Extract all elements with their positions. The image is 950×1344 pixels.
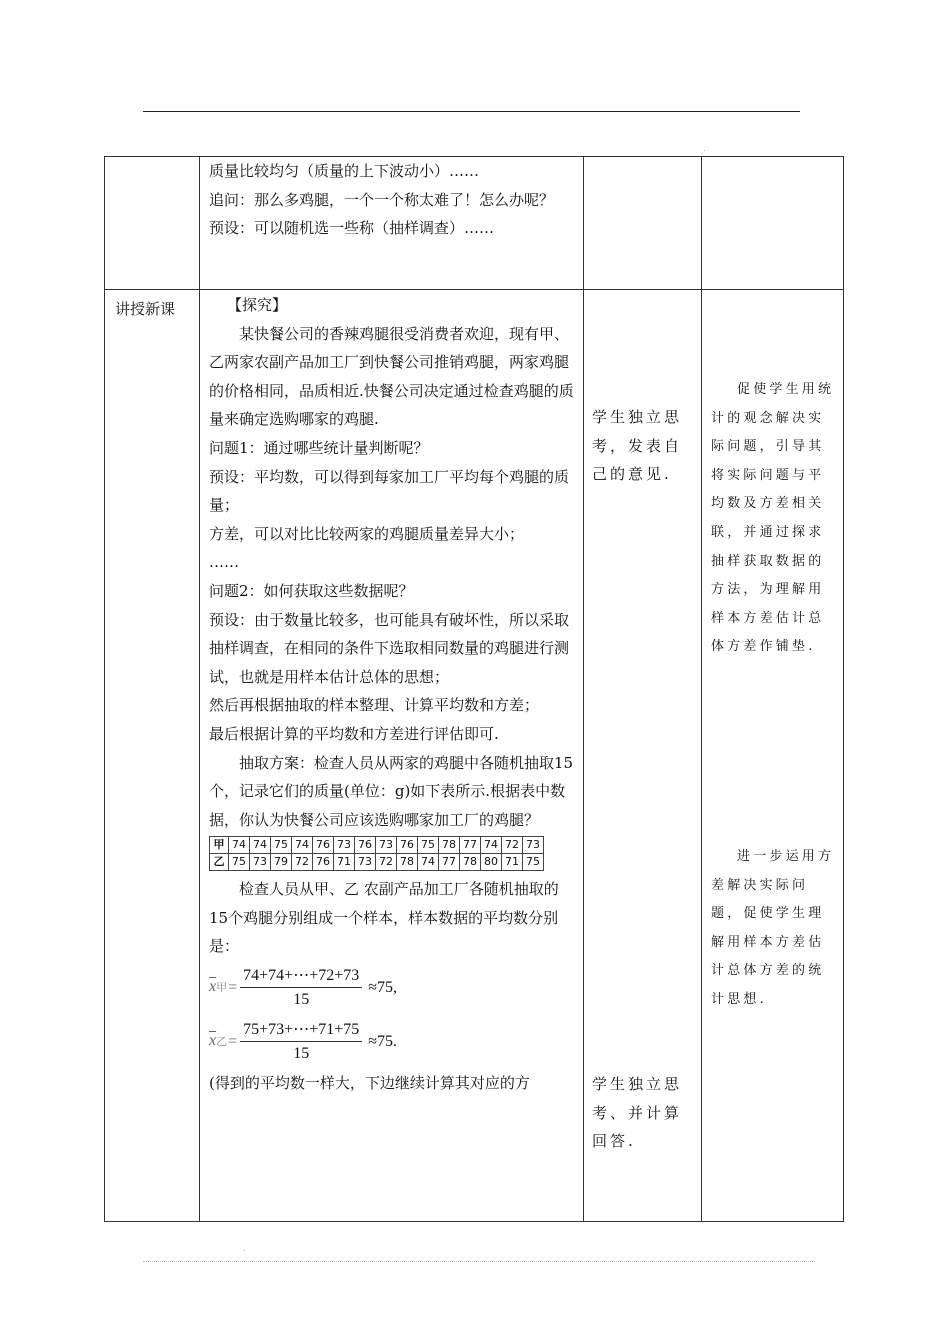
answer-1b: 方差，可以对比比较两家的鸡腿质量差异大小； — [209, 524, 525, 543]
header-dot: . — [703, 144, 706, 153]
table-row-continued — [105, 157, 844, 290]
data-cell: 73 — [355, 854, 376, 871]
stage-cell-empty — [105, 157, 200, 290]
design-intent-cell — [702, 290, 844, 1222]
data-cell: 78 — [460, 854, 481, 871]
text-line: 预设：可以随机选一些称（抽样调查）…… — [209, 219, 495, 238]
data-cell: 72 — [502, 837, 523, 854]
stage-cell — [105, 290, 200, 1222]
data-cell: 80 — [481, 854, 502, 871]
ellipsis: …… — [209, 553, 239, 572]
numerator: 74+74+⋯+72+73 — [240, 965, 362, 988]
fraction — [240, 1019, 362, 1066]
design-note-1: 促使学生用统计的观念解决实际问题，引导其将实际问题与平均数及方差相关联，并通过探求抽样获取数据的方法，为理解用样本方差估计总体方差作铺垫. — [711, 382, 835, 655]
student-note-1: 学生独立思考，发表自己的意见. — [592, 408, 683, 484]
data-cell: 77 — [439, 854, 460, 871]
student-activity-cell — [584, 290, 702, 1222]
section-heading: 【探究】 — [227, 296, 288, 314]
data-cell: 73 — [334, 837, 355, 854]
data-cell: 73 — [250, 854, 271, 871]
teacher-activity-cell — [200, 290, 584, 1222]
data-row-yi — [210, 854, 544, 871]
data-cell: 74 — [481, 837, 502, 854]
footer-rule — [143, 1261, 815, 1262]
result: ≈75, — [368, 978, 398, 996]
intro-paragraph: 某快餐公司的香辣鸡腿很受消费者欢迎，现有甲、乙两家农副产品加工厂到快餐公司推销鸡腿，两家鸡腿的价格相同，品质相近.快餐公司决定通过检查鸡腿的质量来确定选购哪家的鸡腿. — [209, 324, 574, 429]
data-cell: 78 — [397, 854, 418, 871]
footer-dot: . — [243, 1244, 246, 1253]
question-2: 问题2：如何获取这些数据呢？ — [209, 581, 414, 600]
data-cell: 74 — [292, 837, 313, 854]
design-note-2: 进一步运用方差解决实际问题，促使学生理解用样本方差估计总体方差的统计思想. — [711, 849, 835, 1007]
lesson-plan-table — [104, 156, 844, 1222]
data-cell: 76 — [397, 837, 418, 854]
data-cell: 75 — [229, 854, 250, 871]
data-cell: 75 — [418, 837, 439, 854]
numerator: 75+73+⋯+71+75 — [240, 1019, 362, 1042]
data-cell: 74 — [418, 854, 439, 871]
data-cell: 77 — [460, 837, 481, 854]
student-note-2: 学生独立思考、并计算回答. — [592, 1075, 683, 1151]
student-activity-cell — [584, 157, 702, 290]
sample-mean-paragraph: 检查人员从甲、乙 农副产品加工厂各随机抽取的15个鸡腿分别组成一个样本，样本数据的平均数分别是： — [209, 880, 559, 956]
text-line: 追问：那么多鸡腿，一个一个称太难了！怎么办呢？ — [209, 190, 555, 209]
data-cell: 73 — [523, 837, 544, 854]
sampling-plan: 抽取方案：检查人员从两家的鸡腿中各随机抽取15个，记录它们的质量(单位：g)如下表所示.根据表中数据，你认为快餐公司应该选购哪家加工厂的鸡腿？ — [209, 753, 574, 829]
text-line: 质量比较均匀（质量的上下波动小）…… — [209, 162, 480, 180]
sample-data-table — [209, 836, 544, 871]
closing-text: (得到的平均数一样大，下边继续计算其对应的方 — [209, 1074, 530, 1093]
mean-formula-jia — [209, 961, 575, 1015]
data-cell: 76 — [313, 837, 334, 854]
row-header: 乙 — [210, 854, 229, 871]
denominator: 15 — [293, 990, 310, 1008]
mean-symbol: $\overline{x}$乙 — [209, 1032, 228, 1050]
data-cell: 72 — [292, 854, 313, 871]
answer-1: 预设：平均数，可以得到每家加工厂平均每个鸡腿的质量； — [209, 467, 570, 515]
teacher-activity-cell — [200, 157, 584, 290]
data-cell: 76 — [313, 854, 334, 871]
table-row-new-lesson — [105, 290, 844, 1222]
answer-2c: 最后根据计算的平均数和方差进行评估即可. — [209, 724, 499, 743]
row-header: 甲 — [210, 837, 229, 854]
answer-2: 预设：由于数量比较多，也可能具有破坏性，所以采取抽样调查，在相同的条件下选取相同数量的鸡腿进行测试，也就是用样本估计总体的思想； — [209, 610, 570, 686]
mean-symbol: $\overline{x}$甲 — [209, 978, 228, 996]
header-rule — [143, 111, 800, 112]
data-cell: 78 — [439, 837, 460, 854]
design-intent-cell — [702, 157, 844, 290]
question-1: 问题1：通过哪些统计量判断呢？ — [209, 438, 429, 457]
denominator: 15 — [293, 1044, 310, 1062]
stage-label: 讲授新课 — [115, 300, 176, 318]
data-cell: 75 — [271, 837, 292, 854]
data-cell: 79 — [271, 854, 292, 871]
data-cell: 74 — [229, 837, 250, 854]
answer-2b: 然后再根据抽取的样本整理、计算平均数和方差； — [209, 696, 540, 715]
data-cell: 75 — [523, 854, 544, 871]
data-cell: 74 — [250, 837, 271, 854]
equals-sign: = — [228, 978, 238, 996]
data-row-jia — [210, 837, 544, 854]
data-cell: 71 — [502, 854, 523, 871]
data-cell: 72 — [376, 854, 397, 871]
result: ≈75. — [368, 1032, 398, 1050]
data-cell: 73 — [376, 837, 397, 854]
mean-formula-yi — [209, 1015, 575, 1069]
data-cell: 71 — [334, 854, 355, 871]
equals-sign: = — [228, 1032, 238, 1050]
data-cell: 76 — [355, 837, 376, 854]
fraction — [240, 965, 362, 1012]
